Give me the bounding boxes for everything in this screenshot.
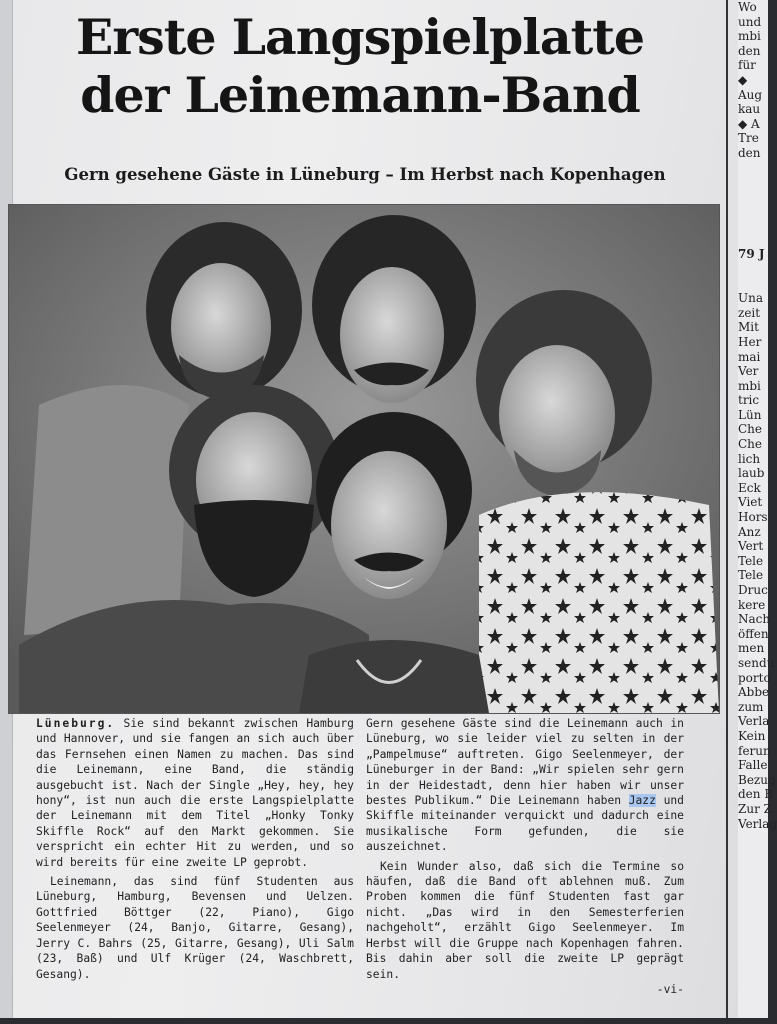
headline-line-1: Erste Langspielplatte: [75, 8, 645, 66]
headline-line-2: der Leinemann-Band: [80, 66, 640, 124]
fragment-text: lich: [738, 451, 761, 466]
fragment-text: Aug: [738, 87, 763, 102]
fragment-text: Che: [738, 422, 763, 437]
fragment-text: zeit: [738, 305, 761, 320]
adjacent-column-fragments: [738, 0, 777, 1024]
fragment-text: kere: [738, 597, 766, 612]
band-photo: [8, 204, 720, 714]
fragment-text: ◆: [738, 72, 748, 87]
fragment-text: mbi: [738, 29, 761, 44]
fragment-text: Falle: [738, 758, 768, 773]
fragment-text: Verla: [738, 714, 770, 729]
fragment-text: Zur Z: [738, 801, 772, 816]
article-column-2: [366, 716, 684, 997]
fragment-text: kau: [738, 102, 761, 117]
paragraph: [36, 716, 354, 870]
paragraph: Kein Wunder also, daß sich die Termine so häufen, daß die Band oft ablehnen muß. Zum Proben kommen die fünf Studenten fast gar nicht. „Das wird in den Semesterferien nachgeholt“, erzählt Gigo Seelenmeyer. Im Herbst will die Gruppe nach Kopenhagen fahren. Bis dahin aber soll die zweite LP geprägt sein.: [366, 859, 684, 981]
fragment-text: Bezug: [738, 772, 776, 787]
fragment-text: Vert: [738, 539, 764, 554]
fragment-text: Abbe: [738, 685, 770, 700]
fragment-text: Her: [738, 334, 762, 349]
fragment-text: und: [738, 14, 762, 29]
article-column-1: [36, 716, 354, 982]
article-subheadline: Gern gesehene Gäste in Lüneburg – Im Herbst nach Kopenhagen: [64, 165, 666, 184]
fragment-text: Kein: [738, 728, 766, 743]
fragment-text: Tele: [738, 568, 764, 583]
fragment-text: mai: [738, 349, 761, 364]
fragment-text: Verlag: [738, 816, 777, 831]
fragment-text: Druc: [738, 583, 768, 597]
fragment-text: Tre: [738, 131, 759, 146]
fragment-text: Nach: [738, 612, 771, 627]
fragment-text: Lün: [738, 407, 762, 422]
author-signature: -vi-: [656, 982, 684, 996]
paragraph-text: Gern gesehene Gäste sind die Leinemann auch in Lüneburg, wo sie leider viel zu selten in der „Pampelmuse“ auftreten. Gigo Seelenmeyer, der Lüneburger in der Band: „Wir spielen sehr gern in der Heidestadt, denn hier haben wir unser bestes Publikum.“ Die Leinemann haben: [366, 717, 684, 808]
fragment-text: ◆ A: [738, 116, 760, 131]
fragment-text: Hors: [738, 510, 768, 525]
paragraph: Leinemann, das sind fünf Studenten aus Lüneburg, Hamburg, Bevensen und Uelzen. Gottfried Böttger (22, Piano), Gigo Seelenmeyer (24, Banjo, Gitarre, Gesang), Jerry C. Bahrs (25, Gitarre, Gesang), Uli Salm (23, Baß) und Ulf Krüger (24, Waschbrett, Gesang).: [36, 875, 354, 981]
fragment-text: ferun: [738, 743, 771, 758]
fragment-text: 79 J: [738, 246, 765, 261]
adjacent-box: [738, 161, 768, 247]
paragraph-text: Sie sind bekannt zwischen Hamburg und Hannover, und sie fangen an sich auch über das Fernsehen einen Namen zu machen. Das sind die Leinemann, eine Band, die ständig ausgebucht ist. Nach der Single „Hey, hey, hey hony“, ist nun auch die erste Langspielplatte der Leinemann mit dem Titel „Honky Tonky Skiffle Rock“ auf den Markt gekommen. Sie verspricht ein echter Hit zu werden, und so wird bereits für eine zweite LP geprobt.: [36, 717, 354, 869]
fragment-text: öffen: [738, 626, 769, 641]
dateline: Lüneburg.: [36, 717, 116, 730]
fragment-text: den: [738, 43, 761, 58]
paragraph-text: und Skiffle miteinander verquickt und dadurch eine musikalische Form gefunden, die sie auszeichnet.: [366, 794, 684, 854]
article-headline: [30, 8, 690, 124]
fragment-text: porto: [738, 670, 771, 685]
fragment-text: tric: [738, 393, 760, 408]
fragment-text: für: [738, 58, 756, 73]
fragment-text: den: [738, 145, 761, 160]
fragment-text: Ver: [738, 364, 759, 379]
fragment-text: Anz: [738, 524, 761, 539]
band-photo-illustration: [9, 205, 719, 713]
fragment-text: mbi: [738, 378, 761, 393]
fragment-text: Una: [738, 291, 763, 306]
fragment-text: men: [738, 641, 765, 656]
highlighted-word[interactable]: Jazz: [628, 794, 656, 808]
fragment-list-bottom: [738, 291, 777, 831]
fragment-text: Wo: [738, 0, 757, 14]
screen-bottom-edge: [0, 1018, 768, 1024]
paragraph: [366, 716, 684, 855]
fragment-text: Eck: [738, 480, 761, 495]
spacer: [738, 261, 768, 291]
fragment-text: Che: [738, 437, 763, 452]
fragment-text: Tele: [738, 553, 764, 568]
article-body: [36, 716, 716, 1016]
fragment-text: Mit: [738, 320, 759, 335]
column-divider: [726, 0, 728, 1024]
fragment-text: Viet: [738, 495, 763, 510]
fragment-text: den B: [738, 787, 774, 802]
fragment-text: zum: [738, 699, 764, 714]
fragment-text: laub: [738, 466, 765, 481]
fragment-list-top: [738, 0, 768, 161]
fragment-text: sendu: [738, 655, 775, 670]
